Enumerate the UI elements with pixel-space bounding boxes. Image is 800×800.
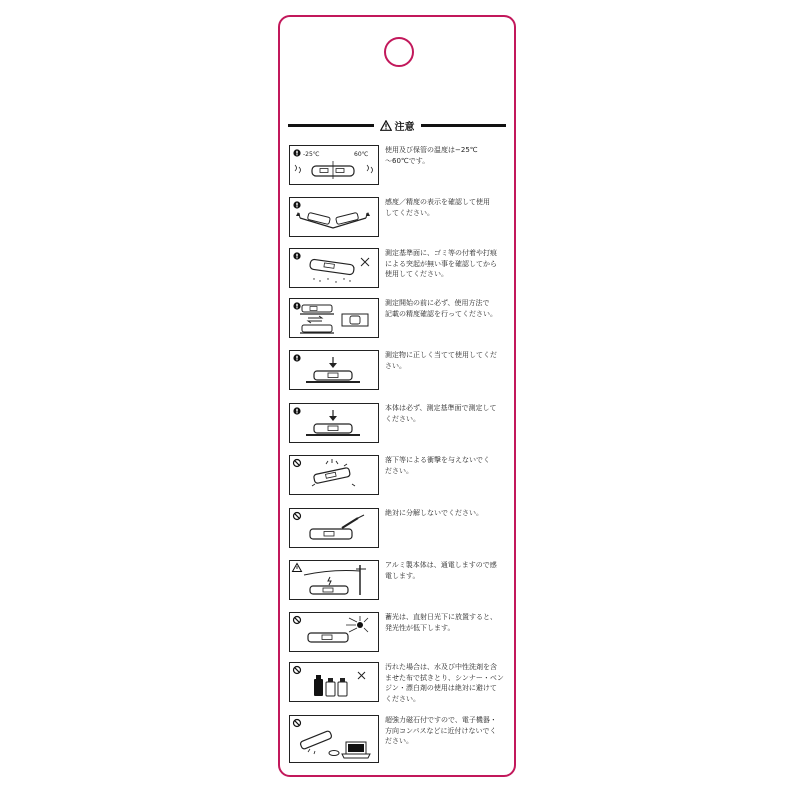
- caution-heading: [288, 116, 506, 134]
- caution-text: 落下等による衝撃を与えないでく ださい。: [385, 456, 490, 475]
- warning-triangle-icon: [380, 120, 392, 131]
- caution-text: 絶対に分解しないでください。: [385, 509, 483, 517]
- electric-shock-illustration: [289, 560, 379, 600]
- reference-surface-illustration: [289, 403, 379, 443]
- drop-impact-illustration: [289, 455, 379, 495]
- sensitivity-display-illustration: [289, 197, 379, 237]
- temperature-max-label: 60℃: [354, 151, 369, 158]
- caution-text: 測定開始の前に必ず、使用方法で 記載の精度確認を行ってください。: [385, 299, 497, 318]
- warning-triangle-icon: [290, 561, 377, 598]
- caution-text: アルミ製本体は、通電しますので感 電します。: [385, 561, 497, 580]
- prohibited-icon: [290, 663, 377, 700]
- exclamation-icon: [290, 299, 377, 336]
- caution-text: 汚れた場合は、水及び中性洗剤を含 ませた布で拭きとり、シンナー・ベン ジン・漂白剤の使用は絶対に避けて ください。: [385, 663, 504, 703]
- caution-text: 測定物に正しく当てて使用してくだ さい。: [385, 351, 497, 370]
- proper-contact-illustration: [289, 350, 379, 390]
- exclamation-icon: [290, 198, 377, 235]
- exclamation-icon: [290, 404, 377, 441]
- magnet-devices-illustration: [289, 715, 379, 763]
- prohibited-icon: [290, 613, 377, 650]
- prohibited-icon: [290, 716, 377, 761]
- dirty-surface-illustration: [289, 248, 379, 288]
- temperature-range-illustration: [289, 145, 379, 185]
- caution-text: 測定基準面に、ゴミ等の付着や打痕 による突起が無い事を確認してから 使用してください。: [385, 249, 497, 278]
- solvent-illustration: [289, 662, 379, 702]
- caution-text: 蓄光は、直射日光下に放置すると、 発光性が低下します。: [385, 613, 497, 632]
- accuracy-check-illustration: [289, 298, 379, 338]
- prohibited-icon: [290, 509, 377, 546]
- caution-text: 本体は必ず、測定基準面で測定して ください。: [385, 404, 497, 423]
- caution-text: 使用及び保管の温度は−25℃ 〜60℃です。: [385, 146, 478, 165]
- prohibited-icon: [290, 456, 377, 493]
- caution-text: 超強力磁石付ですので、電子機器・ 方向コンパスなどに近付けないでく ださい。: [385, 716, 497, 745]
- hang-hole: [384, 37, 414, 67]
- caution-title-text: 注意: [394, 121, 415, 133]
- heading-rule-left: [288, 124, 374, 127]
- exclamation-icon: [290, 249, 377, 286]
- caution-title: [374, 118, 421, 133]
- sunlight-illustration: [289, 612, 379, 652]
- exclamation-icon: [290, 351, 377, 388]
- caution-text: 感度／精度の表示を確認して使用 してください。: [385, 198, 490, 217]
- temperature-min-label: -25℃: [303, 151, 320, 158]
- heading-rule-right: [421, 124, 507, 127]
- disassembly-illustration: [289, 508, 379, 548]
